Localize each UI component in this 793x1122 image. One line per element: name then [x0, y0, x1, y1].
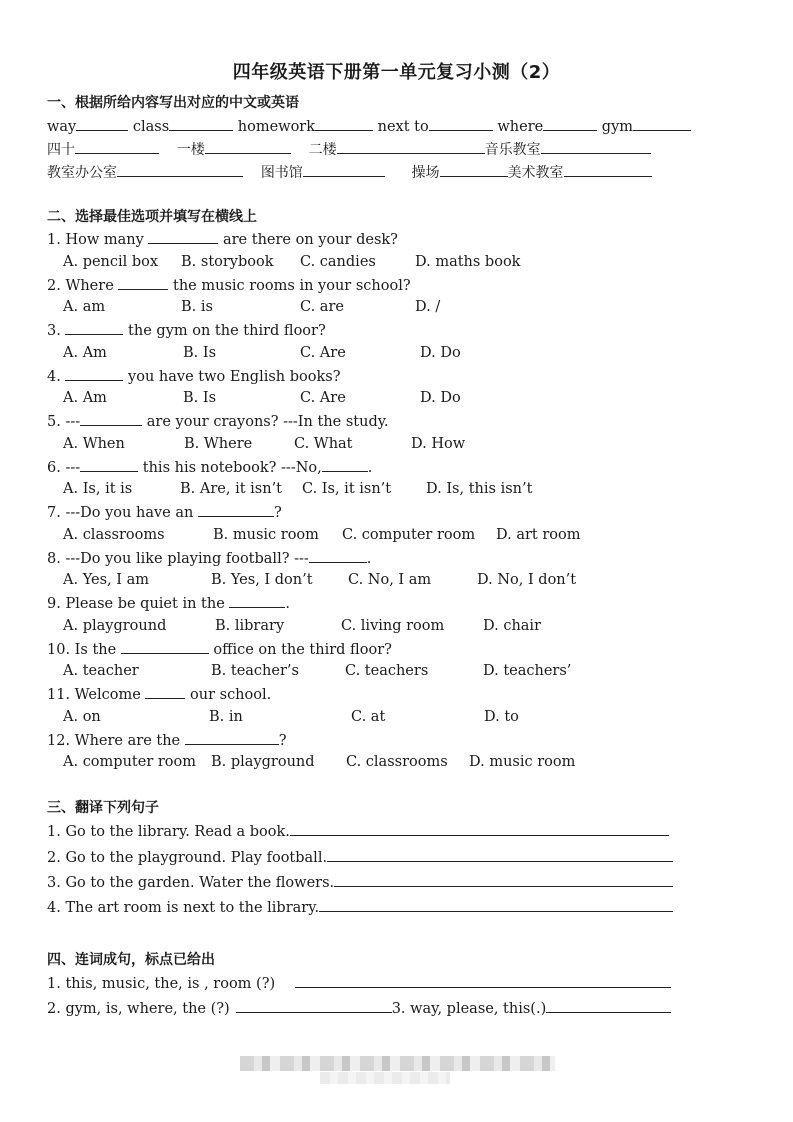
answer-option[interactable]: D. Do [420, 390, 461, 406]
answer-blank[interactable] [541, 139, 651, 154]
answer-blank[interactable] [169, 116, 233, 131]
answer-blank[interactable] [337, 139, 485, 154]
question-text: 3. [47, 323, 66, 339]
question-stem [47, 593, 290, 614]
vocab-word: way [47, 119, 77, 135]
section-4-heading: 四、连词成句，标点已给出 [47, 952, 215, 968]
answer-blank[interactable] [322, 457, 368, 472]
vocab-word: 图书馆 [260, 165, 303, 181]
answer-option[interactable]: D. art room [496, 526, 581, 543]
answer-option[interactable]: D. to [484, 708, 519, 725]
answer-option[interactable]: B. Are, it isn’t [180, 481, 283, 497]
answer-option[interactable]: D. Do [420, 344, 461, 361]
answer-blank[interactable] [564, 162, 652, 177]
translate-item [47, 898, 673, 918]
section-2-heading: 二、选择最佳选项并填写在横线上 [47, 209, 257, 225]
question-text: you have two English books? [123, 368, 341, 385]
question-text: . [367, 459, 373, 476]
question-stem [47, 730, 287, 751]
answer-blank[interactable] [65, 366, 123, 381]
answer-line[interactable] [236, 999, 392, 1013]
question-text: 5. --- [47, 414, 81, 430]
answer-line[interactable] [327, 848, 673, 862]
vocab-word: 一楼 [176, 142, 205, 158]
answer-option[interactable]: A. am [63, 299, 106, 315]
answer-option[interactable]: C. No, I am [348, 572, 432, 588]
question-text: 7. ---Do you have an [47, 505, 198, 521]
reorder-words: 3. way, please, this(.) [391, 1001, 547, 1017]
answer-blank[interactable] [229, 593, 285, 608]
question-text: 10. Is the [47, 641, 121, 658]
answer-line[interactable] [334, 873, 673, 887]
answer-line[interactable] [295, 974, 671, 988]
translate-sentence: 2. Go to the playground. Play football. [47, 850, 328, 866]
question-text: 12. Where are the [47, 732, 185, 749]
question-text: office on the third floor? [208, 641, 392, 658]
answer-blank[interactable] [440, 162, 508, 177]
vocab-word: 教室办公室 [47, 165, 117, 181]
answer-option[interactable]: B. library [215, 617, 285, 634]
answer-blank[interactable] [205, 139, 291, 154]
answer-option[interactable]: B. playground [211, 754, 315, 770]
question-text: 9. Please be quiet in the [47, 596, 230, 612]
answer-blank[interactable] [75, 139, 159, 154]
translate-sentence: 1. Go to the library. Read a book. [47, 824, 290, 840]
translate-item [47, 873, 673, 893]
answer-option[interactable]: D. No, I don’t [477, 572, 577, 588]
answer-blank[interactable] [543, 116, 597, 131]
question-text: . [366, 550, 372, 567]
answer-option[interactable]: A. Is, it is [63, 481, 133, 497]
answer-blank[interactable] [429, 116, 493, 131]
question-text: 1. How many [47, 232, 149, 248]
answer-blank[interactable] [303, 162, 385, 177]
answer-blank[interactable] [80, 411, 142, 426]
vocab-word: homework [237, 119, 316, 135]
answer-line[interactable] [319, 898, 673, 912]
answer-option[interactable]: B. teacher’s [211, 663, 299, 679]
question-stem [47, 548, 371, 569]
question-text: 8. ---Do you like playing football? --- [47, 550, 309, 567]
answer-option[interactable]: B. is [181, 299, 213, 315]
translate-item [47, 822, 669, 842]
answer-option[interactable]: C. Are [300, 390, 346, 406]
answer-option[interactable]: A. pencil box [63, 253, 159, 270]
answer-blank[interactable] [80, 457, 138, 472]
page-title: 四年级英语下册第一单元复习小测（2） [232, 62, 561, 83]
vocab-row-1 [47, 116, 691, 137]
vocab-word: gym [601, 119, 634, 135]
section-3-heading: 三、翻译下列句子 [47, 800, 159, 816]
answer-line[interactable] [546, 999, 671, 1013]
answer-blank[interactable] [315, 116, 373, 131]
answer-option[interactable]: C. at [351, 708, 386, 725]
answer-option[interactable]: B. storybook [181, 253, 274, 270]
question-text: . [285, 596, 290, 612]
answer-option[interactable]: B. Where [184, 435, 253, 452]
question-text: ? [273, 505, 282, 521]
question-stem [47, 275, 411, 296]
answer-blank[interactable] [198, 502, 274, 517]
question-text: are there on your desk? [218, 232, 398, 248]
answer-blank[interactable] [121, 639, 209, 654]
vocab-word: 音乐教室 [484, 142, 541, 158]
answer-option[interactable]: B. Is [183, 390, 217, 406]
vocab-word: next to [377, 119, 429, 135]
answer-option[interactable]: C. are [300, 299, 344, 315]
question-text: the gym on the third floor? [123, 323, 326, 339]
answer-option[interactable]: A. Yes, I am [63, 572, 149, 588]
vocab-row-3 [47, 162, 652, 183]
section-1-heading: 一、根据所给内容写出对应的中文或英语 [47, 95, 299, 111]
answer-blank[interactable] [118, 275, 168, 290]
vocab-row-2 [47, 139, 651, 160]
question-text: ? [278, 732, 287, 749]
answer-option[interactable]: B. in [209, 708, 243, 725]
watermark-image [240, 1056, 555, 1071]
vocab-word: 二楼 [308, 142, 337, 158]
answer-blank[interactable] [145, 684, 185, 699]
vocab-word: 操场 [411, 165, 440, 181]
vocab-word: 四十 [47, 142, 75, 158]
reorder-words: 1. this, music, the, is , room (?) [47, 976, 276, 992]
question-text: 11. Welcome [47, 687, 146, 703]
answer-option[interactable]: A. When [63, 435, 125, 452]
answer-option[interactable]: A. computer room [63, 754, 196, 770]
answer-option[interactable]: C. Is, it isn’t [302, 481, 392, 497]
question-stem [47, 684, 271, 705]
question-text: 4. [47, 368, 66, 385]
question-stem [47, 457, 372, 478]
vocab-word: class [132, 119, 170, 135]
answer-option[interactable]: C. classrooms [346, 754, 448, 770]
answer-option[interactable]: C. What [294, 435, 353, 452]
answer-option[interactable]: A. classrooms [63, 526, 165, 543]
reorder-item [47, 999, 671, 1019]
question-stem [47, 502, 282, 523]
answer-option[interactable]: C. candies [300, 253, 376, 270]
question-stem [47, 229, 398, 250]
answer-option[interactable]: A. Am [63, 390, 107, 406]
answer-option[interactable]: B. music room [213, 526, 319, 543]
question-stem [47, 366, 341, 387]
answer-option[interactable]: D. chair [483, 617, 541, 634]
vocab-word: where [497, 119, 544, 135]
vocab-word: 美术教室 [507, 165, 564, 181]
answer-option[interactable]: D. Is, this isn’t [426, 481, 533, 497]
answer-option[interactable]: D. teachers’ [483, 663, 572, 679]
question-text: the music rooms in your school? [168, 277, 411, 294]
question-stem [47, 411, 389, 432]
answer-blank[interactable] [76, 116, 128, 131]
translate-sentence: 4. The art room is next to the library. [47, 900, 320, 916]
answer-blank[interactable] [309, 548, 367, 563]
answer-option[interactable]: A. teacher [63, 663, 139, 679]
answer-option[interactable]: C. computer room [342, 526, 476, 543]
answer-option[interactable]: A. on [63, 708, 101, 725]
answer-blank[interactable] [185, 730, 279, 745]
translate-item [47, 848, 673, 868]
answer-blank[interactable] [65, 320, 123, 335]
answer-option[interactable]: C. Are [300, 344, 346, 361]
question-text: this his notebook? ---No, [138, 459, 322, 476]
answer-option[interactable]: C. teachers [345, 663, 429, 679]
watermark-image [320, 1072, 450, 1084]
question-text: 6. --- [47, 459, 81, 476]
question-text: 2. Where [47, 277, 119, 294]
reorder-words: 2. gym, is, where, the (?) [47, 1001, 230, 1017]
answer-blank[interactable] [148, 229, 218, 244]
answer-option[interactable]: D. music room [469, 754, 576, 770]
question-stem [47, 639, 392, 660]
answer-blank[interactable] [633, 116, 691, 131]
answer-option[interactable]: D. How [411, 435, 466, 452]
answer-option[interactable]: D. maths book [415, 253, 521, 270]
answer-option[interactable]: B. Yes, I don’t [211, 572, 313, 588]
question-stem [47, 320, 326, 341]
translate-sentence: 3. Go to the garden. Water the flowers. [47, 875, 335, 891]
answer-option[interactable]: C. living room [341, 617, 445, 634]
answer-option[interactable]: A. playground [63, 617, 167, 634]
question-text: are your crayons? ---In the study. [142, 414, 389, 430]
answer-line[interactable] [290, 822, 669, 836]
question-text: our school. [185, 687, 272, 703]
answer-option[interactable]: B. Is [183, 344, 217, 361]
answer-option[interactable]: D. / [415, 299, 441, 315]
answer-blank[interactable] [117, 162, 243, 177]
answer-option[interactable]: A. Am [63, 344, 107, 361]
reorder-item [47, 974, 671, 994]
